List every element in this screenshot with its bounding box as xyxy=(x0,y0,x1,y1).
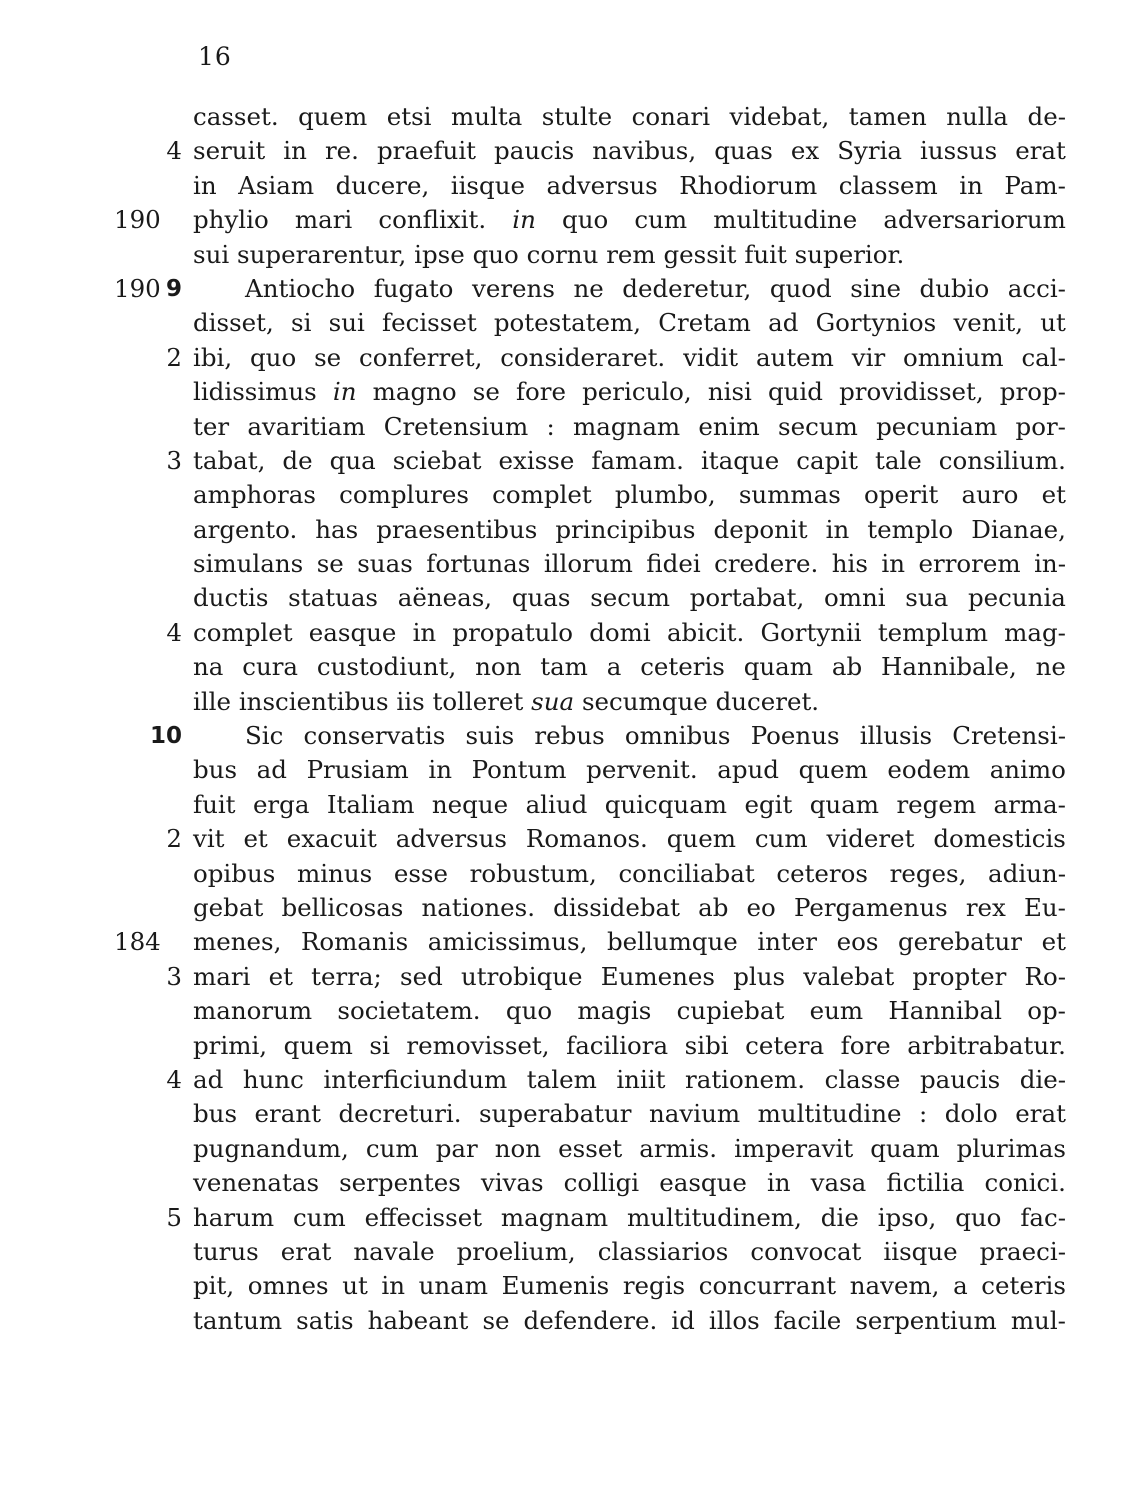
line-text: tantum satis habeant se defendere. id illos facile serpentium mul- xyxy=(193,1305,1066,1335)
line-text: gebat bellicosas nationes. dissidebat ab eo Pergamenus rex Eu- xyxy=(193,892,1066,922)
text-line xyxy=(0,788,1122,822)
margin-year: 184 xyxy=(114,927,161,957)
text-line xyxy=(0,444,1122,478)
margin-year: 190 xyxy=(114,273,161,303)
latin-text-body xyxy=(0,100,1122,1338)
text-line xyxy=(0,650,1122,684)
text-line xyxy=(0,994,1122,1028)
text-line xyxy=(0,891,1122,925)
line-text: Antiocho fugato verens ne dederetur, quod sine dubio acci- xyxy=(245,273,1066,303)
line-text: turus erat navale proelium, classiarios convocat iisque praeci- xyxy=(193,1236,1066,1266)
line-text: tabat, de qua sciebat exisse famam. itaque capit tale consilium. xyxy=(193,445,1066,475)
line-text: pugnandum, cum par non esset armis. imperavit quam plurimas xyxy=(193,1133,1066,1163)
page-number: 16 xyxy=(198,42,232,71)
line-text: argento. has praesentibus principibus deponit in templo Dianae, xyxy=(193,514,1066,544)
text-line xyxy=(0,375,1122,409)
line-text: casset. quem etsi multa stulte conari videbat, tamen nulla de- xyxy=(193,102,1066,131)
text-line xyxy=(0,410,1122,444)
line-text: mari et terra; sed utrobique Eumenes plus valebat propter Ro- xyxy=(193,961,1066,991)
text-line xyxy=(0,306,1122,340)
line-text: bus ad Prusiam in Pontum pervenit. apud quem eodem animo xyxy=(193,755,1066,785)
line-text: harum cum effecisset magnam multitudinem, die ipso, quo fac- xyxy=(193,1202,1066,1232)
section-number: 2 xyxy=(166,342,182,372)
text-line xyxy=(0,513,1122,547)
line-text: Sic conservatis suis rebus omnibus Poenus illusis Cretensi- xyxy=(245,721,1066,751)
text-line xyxy=(0,925,1122,959)
text-line xyxy=(0,341,1122,375)
text-line xyxy=(0,169,1122,203)
text-line xyxy=(0,857,1122,891)
text-line xyxy=(0,547,1122,581)
section-number: 3 xyxy=(166,445,182,475)
line-text: venenatas serpentes vivas colligi easque in vasa fictilia conici. xyxy=(193,1168,1066,1198)
line-text: complet easque in propatulo domi abicit. Gortynii templum mag- xyxy=(193,617,1066,647)
text-line xyxy=(0,1029,1122,1063)
text-line xyxy=(0,685,1122,719)
line-text: ille inscientibus iis tolleret sua secumque duceret. xyxy=(193,686,820,716)
line-text: fuit erga Italiam neque aliud quicquam egit quam regem arma- xyxy=(193,789,1066,819)
text-line xyxy=(0,960,1122,994)
line-text: primi, quem si removisset, faciliora sibi cetera fore arbitrabatur. xyxy=(193,1030,1066,1060)
text-line xyxy=(0,719,1122,753)
line-text: simulans se suas fortunas illorum fidei credere. his in errorem in- xyxy=(193,549,1066,579)
text-line xyxy=(0,100,1122,134)
margin-year: 190 xyxy=(114,205,161,235)
line-text: pit, omnes ut in unam Eumenis regis concurrant navem, a ceteris xyxy=(193,1271,1066,1301)
text-line xyxy=(0,581,1122,615)
line-text: disset, si sui fecisset potestatem, Cretam ad Gortynios venit, ut xyxy=(193,308,1066,338)
text-line xyxy=(0,753,1122,787)
line-text: ad hunc interficiundum talem iniit rationem. classe paucis die- xyxy=(193,1064,1066,1094)
section-number: 5 xyxy=(166,1202,182,1232)
line-text: bus erant decreturi. superabatur navium multitudine : dolo erat xyxy=(193,1099,1066,1129)
line-text: lidissimus in magno se fore periculo, nisi quid providisset, prop- xyxy=(193,377,1066,407)
text-line xyxy=(0,1063,1122,1097)
text-line xyxy=(0,1269,1122,1303)
text-line xyxy=(0,272,1122,306)
line-text: in Asiam ducere, iisque adversus Rhodiorum classem in Pam- xyxy=(193,170,1066,200)
text-line xyxy=(0,1304,1122,1338)
text-line xyxy=(0,1097,1122,1131)
text-line xyxy=(0,616,1122,650)
line-text: sui superarentur, ipse quo cornu rem gessit fuit superior. xyxy=(193,239,905,269)
line-text: na cura custodiunt, non tam a ceteris quam ab Hannibale, ne xyxy=(193,652,1066,682)
chapter-number: 10 xyxy=(149,723,182,750)
line-text: amphoras complures complet plumbo, summas operit auro et xyxy=(193,480,1066,510)
line-text: phylio mari conflixit. in quo cum multitudine adversariorum xyxy=(193,205,1066,235)
line-text: vit et exacuit adversus Romanos. quem cum videret domesticis xyxy=(193,824,1066,854)
text-line xyxy=(0,238,1122,272)
section-number: 4 xyxy=(166,1064,182,1094)
text-line xyxy=(0,203,1122,237)
text-line xyxy=(0,1201,1122,1235)
line-text: manorum societatem. quo magis cupiebat eum Hannibal op- xyxy=(193,996,1066,1026)
chapter-number: 9 xyxy=(165,275,182,302)
section-number: 2 xyxy=(166,824,182,854)
text-line xyxy=(0,478,1122,512)
section-number: 4 xyxy=(166,617,182,647)
line-text: seruit in re. praefuit paucis navibus, quas ex Syria iussus erat xyxy=(193,136,1066,166)
text-line xyxy=(0,1166,1122,1200)
line-text: opibus minus esse robustum, conciliabat ceteros reges, adiun- xyxy=(193,858,1066,888)
line-text: ductis statuas aëneas, quas secum portabat, omni sua pecunia xyxy=(193,583,1066,613)
line-text: menes, Romanis amicissimus, bellumque inter eos gerebatur et xyxy=(193,927,1066,957)
text-line xyxy=(0,134,1122,168)
line-text: ibi, quo se conferret, consideraret. vidit autem vir omnium cal- xyxy=(193,342,1066,372)
section-number: 4 xyxy=(166,136,182,166)
section-number: 3 xyxy=(166,961,182,991)
text-line xyxy=(0,1235,1122,1269)
text-line xyxy=(0,1132,1122,1166)
line-text: ter avaritiam Cretensium : magnam enim secum pecuniam por- xyxy=(193,411,1066,441)
text-line xyxy=(0,822,1122,856)
